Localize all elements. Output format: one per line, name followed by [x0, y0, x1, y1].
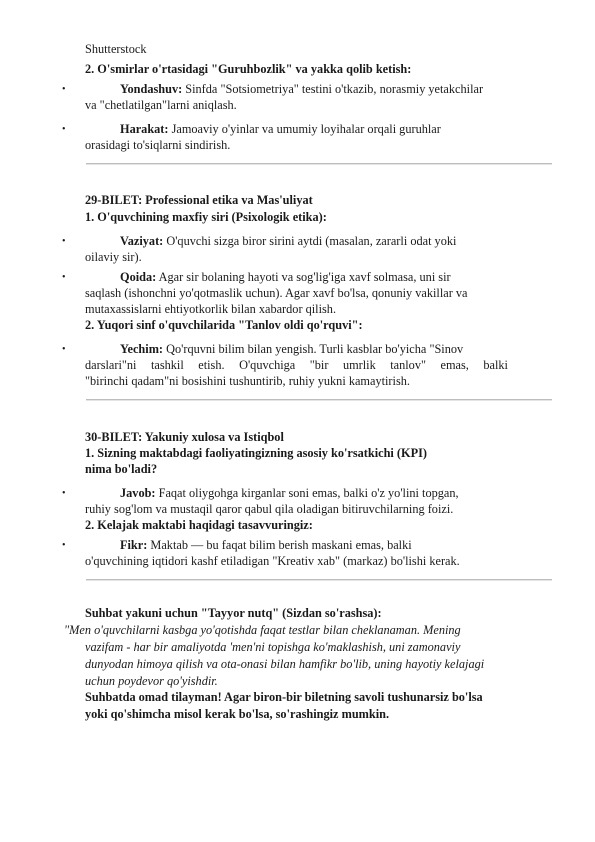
ticket-title: 29-BILET: Professional etika va Mas'uliyat — [85, 193, 313, 207]
quote-line: vazifam - har bir amaliyotda 'men'ni topishga ko'maklashish, uni zamonaviy — [85, 640, 461, 654]
justified-word: balki — [483, 358, 508, 372]
quote-line: "Men o'quvchilarni kasbga yo'qotishda faqat testlar bilan cheklanaman. Mening — [64, 623, 461, 637]
bullet-continuation: saqlash (ishonchni yo'qotmaslik uchun). Agar xavf bo'lsa, qonuniy vakillar va — [85, 286, 468, 300]
bullet-marker: • — [62, 84, 66, 95]
divider — [86, 163, 552, 165]
quote-line: uchun poydevor qo'yishdir. — [85, 674, 218, 688]
bullet-continuation: oilaviy sir). — [85, 250, 142, 264]
source-caption: Shutterstock — [85, 42, 147, 56]
bullet-continuation: "birinchi qadam"ni bosishini tushuntirib, ruhiy yukni kamaytirish. — [85, 374, 410, 388]
bullet-continuation: o'quvchining iqtidori kashf etiladigan "Kreativ xab" (markaz) bo'lishi kerak. — [85, 554, 460, 568]
divider — [86, 579, 552, 581]
justified-word: O'quvchiga — [239, 358, 296, 372]
divider — [86, 399, 552, 401]
question-heading: 2. Yuqori sinf o'quvchilarida "Tanlov oldi qo'rquvi": — [85, 318, 363, 332]
justified-word: emas, — [440, 358, 469, 372]
bullet-continuation: orasidagi to'siqlarni sindirish. — [85, 138, 231, 152]
justified-word: etish. — [198, 358, 225, 372]
question-heading: 1. O'quvchining maxfiy siri (Psixologik etika): — [85, 210, 327, 224]
ticket-title: 30-BILET: Yakuniy xulosa va Istiqbol — [85, 430, 284, 444]
bullet-marker: • — [62, 236, 66, 247]
bullet-marker: • — [62, 540, 66, 551]
justified-continuation — [85, 357, 508, 373]
bullet-continuation: ruhiy sog'lom va mustaqil qaror qabul qila oladigan bitiruvchilarning foizi. — [85, 502, 454, 516]
justified-word: umrlik — [342, 358, 376, 372]
question-heading-continuation: nima bo'ladi? — [85, 462, 158, 476]
justified-word: darslari"ni — [85, 358, 137, 372]
bullet-line: Javob: Faqat oliygohga kirganlar soni emas, balki o'z yo'lini topgan, — [120, 486, 459, 500]
closing-wish: Suhbatda omad tilayman! Agar biron-bir biletning savoli tushunarsiz bo'lsa — [85, 690, 483, 704]
justified-word: tashkil — [150, 358, 184, 372]
justified-word: "bir — [309, 358, 329, 372]
bullet-marker: • — [62, 488, 66, 499]
bullet-continuation: mutaxassislarni ehtiyotkorlik bilan xabardor qilish. — [85, 302, 337, 316]
justified-word: tanlov" — [390, 358, 426, 372]
bullet-continuation: va "chetlatilgan"larni aniqlash. — [85, 98, 237, 112]
closing-wish: yoki qo'shimcha misol kerak bo'lsa, so'rashingiz mumkin. — [85, 707, 390, 721]
quote-line: dunyodan himoya qilish va ota-onasi bilan hamfikr bo'lib, uning hayotiy kelajagi — [85, 657, 485, 671]
bullet-line: Qoida: Agar sir bolaning hayoti va sog'lig'iga xavf solmasa, uni sir — [120, 270, 451, 284]
bullet-marker: • — [62, 272, 66, 283]
bullet-line: Vaziyat: O'quvchi sizga biror sirini aytdi (masalan, zararli odat yoki — [120, 234, 457, 248]
section-heading: 2. O'smirlar o'rtasidagi "Guruhbozlik" va yakka qolib ketish: — [85, 62, 412, 76]
bullet-line: Yechim: Qo'rquvni bilim bilan yengish. Turli kasblar bo'yicha "Sinov — [120, 342, 464, 356]
bullet-line: Fikr: Maktab — bu faqat bilim berish maskani emas, balki — [120, 538, 412, 552]
bullet-line: Yondashuv: Sinfda "Sotsiometriya" testini o'tkazib, norasmiy yetakchilar — [120, 82, 484, 96]
question-heading: 2. Kelajak maktabi haqidagi tasavvuringiz: — [85, 518, 313, 532]
bullet-marker: • — [62, 344, 66, 355]
closing-heading: Suhbat yakuni uchun "Tayyor nutq" (Sizdan so'rashsa): — [85, 606, 382, 620]
question-heading: 1. Sizning maktabdagi faoliyatingizning asosiy ko'rsatkichi (KPI) — [85, 446, 427, 460]
bullet-line: Harakat: Jamoaviy o'yinlar va umumiy loyihalar orqali guruhlar — [120, 122, 441, 136]
bullet-marker: • — [62, 124, 66, 135]
